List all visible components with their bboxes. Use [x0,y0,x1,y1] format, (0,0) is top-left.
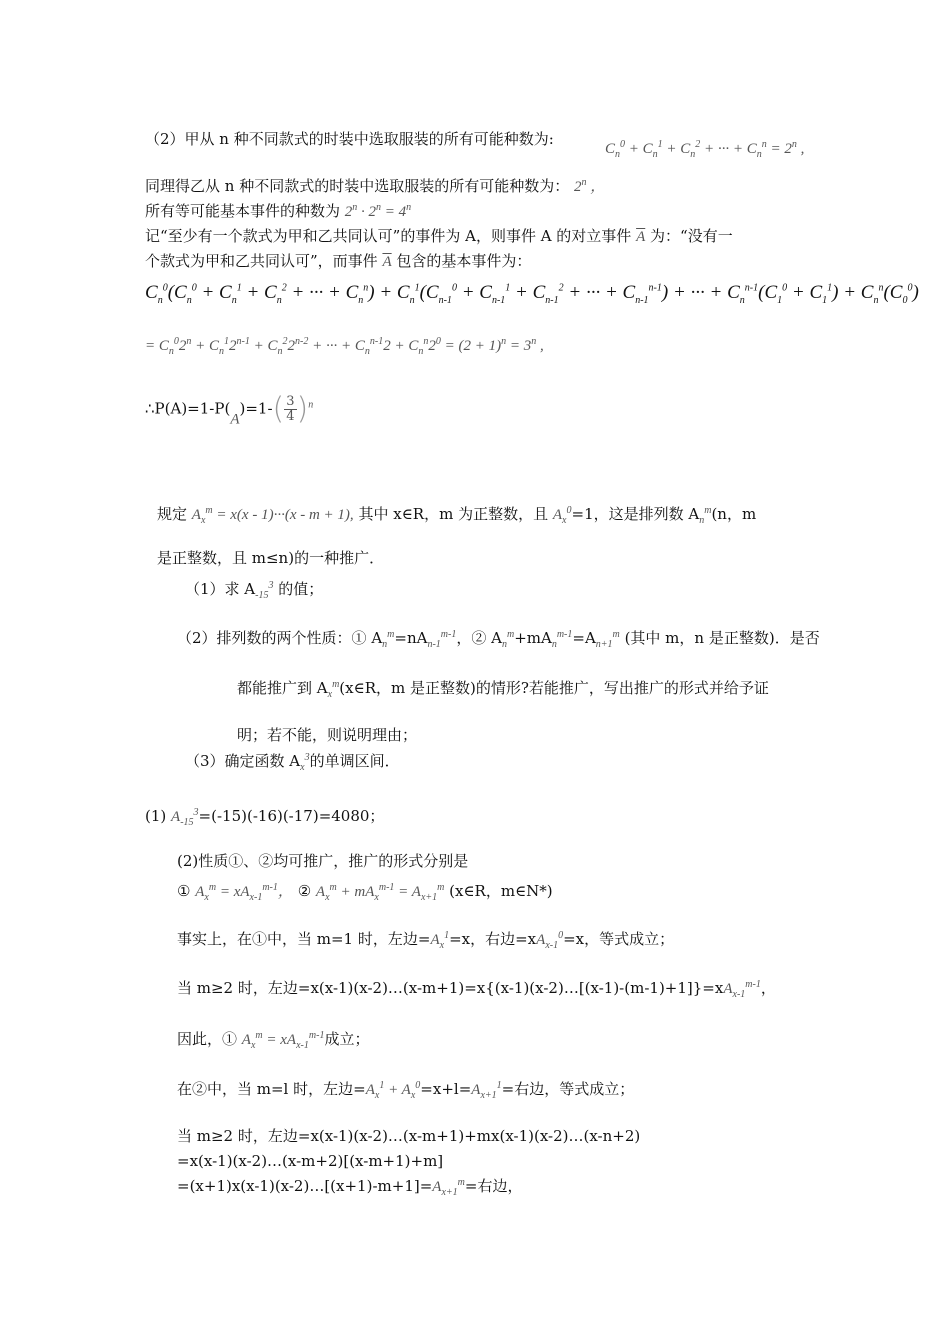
text: (x∈R，m 是正整数)的情形?若能推广，写出推广的形式并给予证 [339,679,769,697]
den: 4 [286,409,295,424]
solution-2: (2)性质①、②均可推广，推广的形式分别是 [177,852,469,870]
text: 包含的基本事件为： [396,252,532,270]
text: ∴P(A)=1-P( [145,399,231,418]
text: 个款式为甲和乙共同认可”，而事件 [145,252,378,270]
a-bar: $\overline{A}$ [382,254,392,270]
formula-a-15 [255,580,274,601]
text: (1) [145,807,167,825]
fraction-3-4 [284,395,296,424]
formula-a-x1-m: $A_{x+1}^m$ [432,1177,465,1198]
formula-2n: 2$^n$ ， [573,177,606,195]
problem-line-1 [157,503,756,526]
text: 同理得乙从 n 种不同款式的时装中选取服装的所有可能种数为： [145,177,570,195]
text: =1，这是排列数 A [571,505,700,523]
text: =nA [394,629,428,647]
text: 的值； [278,580,324,598]
formula-sub: $_{n-1}^{m-1}$ [427,629,457,650]
formula-a0: $A_{x-1}^0$ [536,930,564,951]
text: 其中 x∈R，m 为正整数，且 [358,505,549,523]
solution-10 [177,1175,522,1198]
text: =x，等式成立； [563,930,675,948]
part2-line-4 [145,225,733,248]
paren: ) [296,391,309,427]
text: 当 m≥2 时，左边=x(x-1)(x-2)…(x-m+1)=x{(x-1)(x-2)…[(x-1)-(m-1)+1]}=x [177,979,724,997]
formula-prop-1: $A_x^m = xA_{x-1}^{m-1}$ [241,1030,325,1051]
solution-7 [177,1078,634,1101]
part2-line-probability [145,391,314,431]
formula-sub: $_n^{m-1}$ [551,629,573,650]
text: +mA [514,629,552,647]
formula-sub: $_{n+1}^m$ [595,629,620,650]
text: 为：“没有一 [650,227,733,245]
text: 都能推广到 A [237,679,328,697]
text: 成立； [324,1030,370,1048]
formula-def: $A_x^m = x(x - 1)\cdot\cdot\cdot(x - m + 1)$, [191,505,354,526]
exponent: n [308,399,314,411]
formula-long-sum: $C_n^0(C_n^0 + C_n^1 + C_n^2$ + ··· + $C_n^n) + C_n^1(C_{n-1}^0 + C_{n-1}^1 + C_{n-1}^2$ + ··· + $C_{n-1}^{n-1}$) + ··· + $C_n^{n-1}(C_1^0 + C_1^1) + C_n^n(C_0^0)$ [145,282,919,306]
solution-5 [177,977,776,1000]
text: 事实上，在①中，当 m=1 时，左边= [177,930,431,948]
sup: 3 [268,580,274,591]
solution-1 [145,805,384,828]
text: =右边，等式成立； [501,1080,635,1098]
a-bar: A [230,411,240,428]
a-bar: $\overline{A}$ [636,229,646,245]
num: 3 [286,394,295,409]
text: =(x+1)x(x-1)(x-2)…[(x+1)-m+1]= [177,1177,433,1195]
formula-4n: $2^n \cdot 2^n = 4^n$ [344,202,412,220]
text: ， [760,979,776,997]
question-2-line-2 [237,677,769,700]
text: =x+l= [420,1080,472,1098]
part2-line-2 [145,175,605,198]
problem-line-2: 是正整数，且 m≤n)的一种推广． [157,549,385,567]
text: (n，m [711,505,757,523]
text: =右边， [464,1177,523,1195]
text: 记“至少有一个款式为甲和乙共同认可”的事件为 A，则事件 A 的对立事件 [145,227,632,245]
formula-sub: $_n^m$ [699,505,712,526]
text: 因此，① [177,1030,238,1048]
part2-line-3 [145,200,411,223]
text: =x，右边=x [449,930,537,948]
formula-a-x-1: $A_{x-1}^{m-1}$ [723,979,761,1000]
text: =A [572,629,596,647]
sub: -15 [255,590,269,601]
formula-prop-1: $A_x^m = xA_{x-1}^{m-1}$， [195,882,293,903]
text: ② [297,882,312,900]
question-2 [177,627,820,650]
question-2-line-3: 明；若不能，则说明理由； [237,726,418,744]
text: (其中 m，n 是正整数)．是否 [624,629,820,647]
solution-9: =x(x-1)(x-2)…(x-m+2)[(x-m+1)+m] [177,1152,444,1170]
formula-sub: $_n^m$ [501,629,515,650]
formula-a1: $A_x^1$ [430,930,450,951]
part2-line-5 [145,250,531,273]
text: ① [177,882,191,900]
text: 规定 [157,505,188,523]
text: （1）求 A [185,580,256,598]
formula-equals-3n: = $C_n^02^n + C_n^12^{n-1} + C_n^22^{n-2}$ + ··· + $C_n^{n-1}2 + C_n^n2^0 = (2 + 1)^n = 3^n$ , [145,336,544,357]
solution-4 [177,928,674,951]
text: （3）确定函数 A [185,752,301,770]
text: （2）甲从 n 种不同款式的时装中选取服装的所有可能种数为: [145,130,554,148]
part2-line-1 [145,128,554,150]
solution-3 [177,880,553,903]
formula-sum-binomial: $C_n^0 + C_n^1 + C_n^2$ + ··· + $C_n^n = 2^n$ , [605,139,805,160]
formula-a1-a0: $A_x^1 + A_x^0$ [365,1080,421,1101]
text: =(-15)(-16)(-17)=4080； [198,807,385,825]
question-3 [185,750,400,773]
question-1 [185,578,323,601]
formula-a0: $A_x^0$ [552,505,572,526]
solution-8: 当 m≥2 时，左边=x(x-1)(x-2)…(x-m+1)+mx(x-1)(x-2)…(x-n+2) [177,1127,641,1145]
solution-6 [177,1028,369,1051]
formula-sub: $_x^3$ [300,752,310,773]
formula-a-15-3: $A_{-15}^3$ [171,807,199,828]
paren: ( [272,391,285,427]
formula-sub: $_x^m$ [327,679,340,700]
text: )=1- [239,399,273,418]
text: 所有等可能基本事件的种数为 [145,202,341,220]
formula-sub: $_n^m$ [382,629,395,650]
text: （2）排列数的两个性质：① A [177,629,383,647]
text: ，② A [456,629,502,647]
formula-a1-x1: $A_{x+1}^1$ [471,1080,502,1101]
text: 在②中，当 m=l 时，左边= [177,1080,366,1098]
text: (x∈R，m∈N*) [449,882,553,900]
formula-prop-2: $A_x^m + mA_x^{m-1} = A_{x+1}^m$ [315,882,445,903]
text: 的单调区间． [309,752,400,770]
